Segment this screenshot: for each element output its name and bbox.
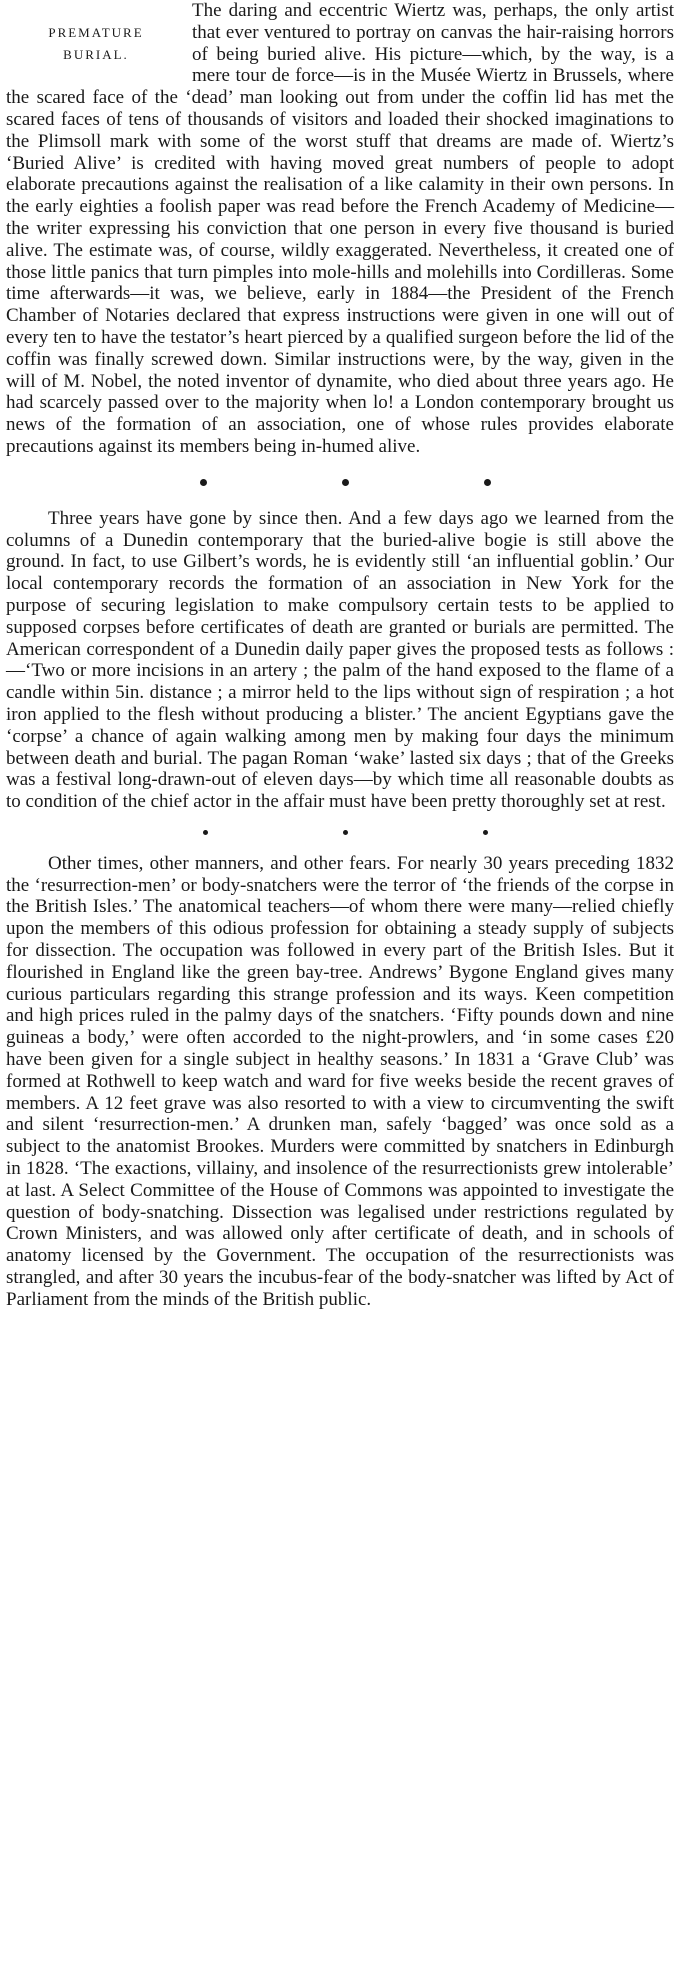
paragraph-3: Other times, other manners, and other fears. For nearly 30 years preceding 1832 the ‘resurrection-men’ or body-snatchers were the terror of ‘the friends of the corpse in the British Isles.’ The anatomical teachers—of whom there were many—relied chiefly upon the members of this odious profession for obtaining a steady supply of subjects for dissection. The occupation was followed in every part of the British Isles. But it flourished in England like the green bay-tree. Andrews’ Bygone England gives many curious particulars regarding this strange profession and its ways. Keen competition and high prices ruled in the palmy days of the snatchers. ‘Fifty pounds down and nine guineas a body,’ were often accorded to the night-prowlers, and ‘in some cases £20 have been given for a single subject in healthy seasons.’ In 1831 a ‘Grave Club’ was formed at Rothwell to keep watch and ward for five weeks beside the recent graves of members. A 12 feet grave was also resorted to with a view to circumventing the swift and silent ‘resurrection-men.’ A drunken man, safely ‘bagged’ was once sold as a subject to the anatomist Brookes. Murders were committed by snatchers in Edinburgh in 1828. ‘The exactions, villainy, and insolence of the resurrectionists grew intolerable’ at last. A Select Committee of the House of Commons was appointed to investigate the question of body-snatching. Dissection was legalised under restrictions regulated by Crown Ministers, and was allowed only after certificate of death, and in schools of anatomy licensed by the Government. The occupation of the resurrectionists was strangled, and after 30 years the incubus-fear of the body-snatcher was lifted by Act of Parliament from the minds of the British public. xyxy=(6,852,674,1310)
separator-dot xyxy=(203,830,208,835)
article-page xyxy=(6,0,674,1311)
side-heading-line1: PREMATURE xyxy=(48,25,144,40)
paragraph-2: Three years have gone by since then. And a few days ago we learned from the columns of a Dunedin contemporary that the buried-alive bogie is still above the ground. In fact, to use Gilbert’s words, he is evidently still ‘an influential goblin.’ Our local contemporary records the formation of an association in New York for the purpose of securing legislation to make compulsory certain tests to be applied to supposed corpses before certificates of death are granted or burials are permitted. The American correspondent of a Dunedin daily paper gives the proposed tests as follows :—‘Two or more incisions in an artery ; the palm of the hand exposed to the flame of a candle within 5in. distance ; a mirror held to the lips without sign of respiration ; a hot iron applied to the flesh without producing a blister.’ The ancient Egyptians gave the ‘corpse’ a chance of again walking among men by making four days the minimum between death and burial. The pagan Roman ‘wake’ lasted six days ; that of the Greeks was a festival long-drawn-out of eleven days—by which time all reasonable doubts as to condition of the chief actor in the affair must have been pretty thoroughly set at rest. xyxy=(6,507,674,813)
separator-dot xyxy=(343,830,348,835)
section-separator-2 xyxy=(6,813,674,853)
separator-dot xyxy=(483,830,488,835)
separator-dot xyxy=(484,479,491,486)
side-heading xyxy=(6,22,186,66)
separator-dot xyxy=(342,479,349,486)
side-heading-line2: BURIAL. xyxy=(63,46,129,62)
separator-dot xyxy=(200,479,207,486)
paragraph-1: The daring and eccentric Wiertz was, perhaps, the only artist that ever ventured to portray on canvas the hair-raising horrors of being buried alive. His picture—which, by the way, is a mere tour de force—is in the Musée Wiertz in Brussels, where the scared face of the ‘dead’ man looking out from under the coffin lid has met the scared faces of tens of thousands of visitors and loaded their shocked imaginations to the Plimsoll mark with some of the worst stuff that dreams are made of. Wiertz’s ‘Buried Alive’ is credited with having moved great numbers of people to adopt elaborate precautions against the realisation of a like calamity in their own persons. In the early eighties a foolish paper was read before the French Academy of Medicine—the writer expressing his conviction that one person in every five thousand is buried alive. The estimate was, of course, wildly exaggerated. Nevertheless, it created one of those little panics that turn pimples into mole-hills and molehills into Cordilleras. Some time afterwards—it was, we believe, early in 1884—the President of the French Chamber of Notaries declared that express instructions were given in one will out of every ten to have the testator’s heart pierced by a qualified surgeon before the lid of the coffin was finally screwed down. Similar instructions were, by the way, given in the will of M. Nobel, the noted inventor of dynamite, who died about three years ago. He had scarcely passed over to the majority when lo! a London contemporary brought us news of the formation of an association, one of whose rules provides elaborate precautions against its members being in-humed alive. xyxy=(6,0,674,457)
section-separator-1 xyxy=(6,458,674,508)
